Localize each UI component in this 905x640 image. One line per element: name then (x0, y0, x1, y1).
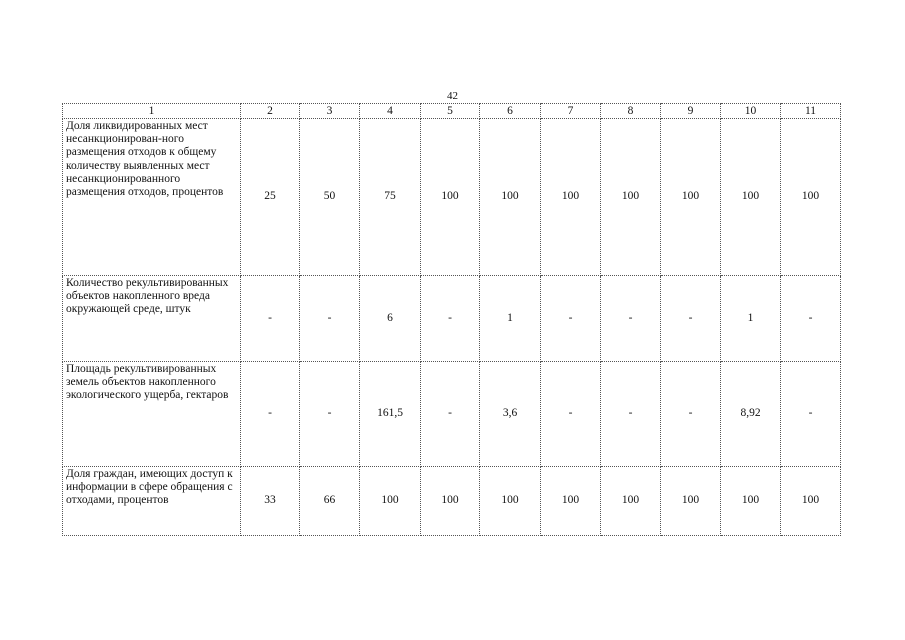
value-cell: 100 (541, 119, 601, 276)
header-cell: 10 (721, 104, 781, 119)
value-cell: 100 (360, 467, 421, 536)
value-cell: 25 (241, 119, 300, 276)
value-cell: 1 (721, 276, 781, 362)
value-cell: - (661, 276, 721, 362)
value-cell: 100 (661, 119, 721, 276)
value-cell: 100 (601, 119, 661, 276)
value-cell: 100 (781, 467, 841, 536)
value-cell: 100 (721, 467, 781, 536)
value-cell: 75 (360, 119, 421, 276)
value-cell: 100 (480, 119, 541, 276)
row-label: Доля граждан, имеющих доступ к информации в сфере обращения с отходами, процентов (63, 467, 241, 536)
header-row (63, 104, 841, 119)
header-cell: 2 (241, 104, 300, 119)
value-cell: - (421, 276, 480, 362)
page-number: 42 (447, 90, 458, 102)
header-cell: 5 (421, 104, 480, 119)
value-cell: 6 (360, 276, 421, 362)
value-cell: - (661, 362, 721, 467)
header-cell: 11 (781, 104, 841, 119)
value-cell: - (541, 362, 601, 467)
row-label: Доля ликвидированных мест несанкционирован-ного размещения отходов к общему количеству выявленных мест несанкционированного размещения отходов, процентов (63, 119, 241, 276)
value-cell: - (601, 362, 661, 467)
value-cell: - (421, 362, 480, 467)
value-cell: - (300, 362, 360, 467)
value-cell: - (300, 276, 360, 362)
value-cell: 100 (721, 119, 781, 276)
value-cell: - (781, 362, 841, 467)
value-cell: 66 (300, 467, 360, 536)
value-cell: 8,92 (721, 362, 781, 467)
value-cell: 100 (601, 467, 661, 536)
value-cell: - (241, 276, 300, 362)
header-cell: 1 (63, 104, 241, 119)
value-cell: 100 (781, 119, 841, 276)
row-label: Площадь рекультивированных земель объектов накопленного экологического ущерба, гектаров (63, 362, 241, 467)
value-cell: 100 (421, 119, 480, 276)
header-cell: 9 (661, 104, 721, 119)
value-cell: - (241, 362, 300, 467)
value-cell: 3,6 (480, 362, 541, 467)
table-row (63, 467, 841, 536)
value-cell: 100 (421, 467, 480, 536)
header-cell: 8 (601, 104, 661, 119)
header-cell: 7 (541, 104, 601, 119)
value-cell: - (781, 276, 841, 362)
header-cell: 6 (480, 104, 541, 119)
row-label: Количество рекультивированных объектов накопленного вреда окружающей среде, штук (63, 276, 241, 362)
table-row (63, 276, 841, 362)
table-row (63, 119, 841, 276)
table-row (63, 362, 841, 467)
value-cell: - (601, 276, 661, 362)
value-cell: 50 (300, 119, 360, 276)
value-cell: 100 (480, 467, 541, 536)
value-cell: 1 (480, 276, 541, 362)
value-cell: 100 (541, 467, 601, 536)
value-cell: 33 (241, 467, 300, 536)
value-cell: - (541, 276, 601, 362)
value-cell: 161,5 (360, 362, 421, 467)
value-cell: 100 (661, 467, 721, 536)
header-cell: 4 (360, 104, 421, 119)
header-cell: 3 (300, 104, 360, 119)
indicators-table (62, 103, 841, 536)
